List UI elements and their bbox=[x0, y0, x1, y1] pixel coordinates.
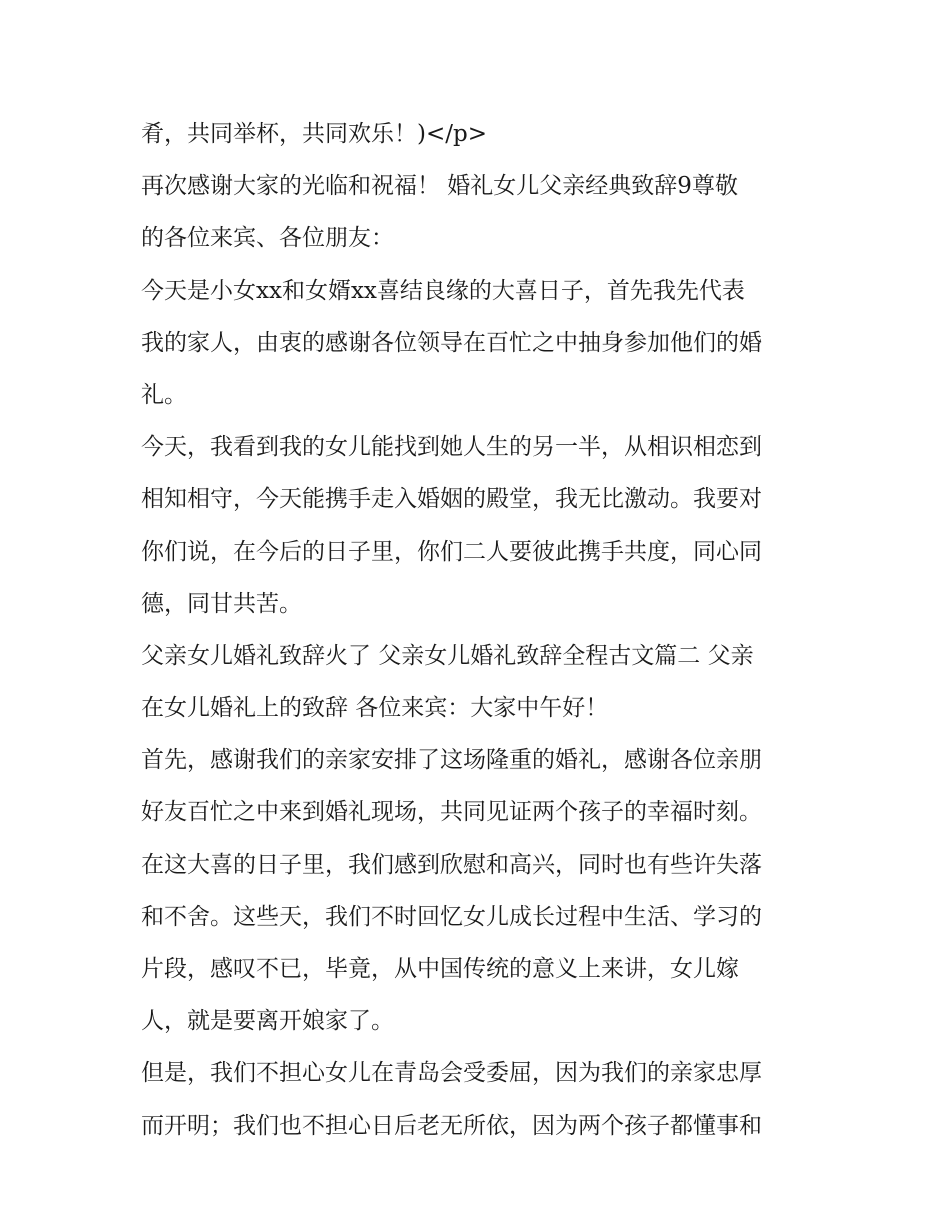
text-line: 今天，我看到我的女儿能找到她人生的另一半，从相识相恋到 bbox=[141, 434, 762, 461]
text-line: 在这大喜的日子里，我们感到欣慰和高兴，同时也有些许失落 bbox=[141, 851, 762, 878]
text-line: 德，同甘共苦。 bbox=[141, 590, 302, 617]
text-line: 但是，我们不担心女儿在青岛会受委屈，因为我们的亲家忠厚 bbox=[141, 1060, 762, 1087]
text-line: 我的家人，由衷的感谢各位领导在百忙之中抽身参加他们的婚 bbox=[141, 329, 762, 356]
text-line: 肴，共同举杯，共同欢乐！)</p> bbox=[141, 121, 487, 147]
text-line: 人，就是要离开娘家了。 bbox=[141, 1008, 394, 1035]
text-line: 在女儿婚礼上的致辞 各位来宾：大家中午好！ bbox=[141, 695, 609, 722]
text-line: 再次感谢大家的光临和祝福！ 婚礼女儿父亲经典致辞9尊敬 bbox=[141, 173, 738, 200]
text-line: 好友百忙之中来到婚礼现场，共同见证两个孩子的幸福时刻。 bbox=[141, 799, 762, 826]
document-body bbox=[141, 108, 821, 1152]
text-line: 相知相守，今天能携手走入婚姻的殿堂，我无比激动。我要对 bbox=[141, 486, 762, 513]
text-line: 而开明；我们也不担心日后老无所依，因为两个孩子都懂事和 bbox=[141, 1112, 762, 1139]
text-line: 礼。 bbox=[141, 381, 187, 408]
text-line: 父亲女儿婚礼致辞火了 父亲女儿婚礼致辞全程古文篇二 父亲 bbox=[141, 642, 754, 669]
text-line: 的各位来宾、各位朋友： bbox=[141, 225, 394, 252]
text-line: 你们说，在今后的日子里，你们二人要彼此携手共度，同心同 bbox=[141, 538, 762, 565]
text-line: 片段，感叹不已，毕竟，从中国传统的意义上来讲，女儿嫁 bbox=[141, 956, 739, 982]
text-line: 今天是小女xx和女婿xx喜结良缘的大喜日子，首先我先代表 bbox=[141, 277, 745, 304]
text-line: 和不舍。这些天，我们不时回忆女儿成长过程中生活、学习的 bbox=[141, 903, 762, 930]
text-line: 首先，感谢我们的亲家安排了这场隆重的婚礼，感谢各位亲朋 bbox=[141, 747, 762, 774]
